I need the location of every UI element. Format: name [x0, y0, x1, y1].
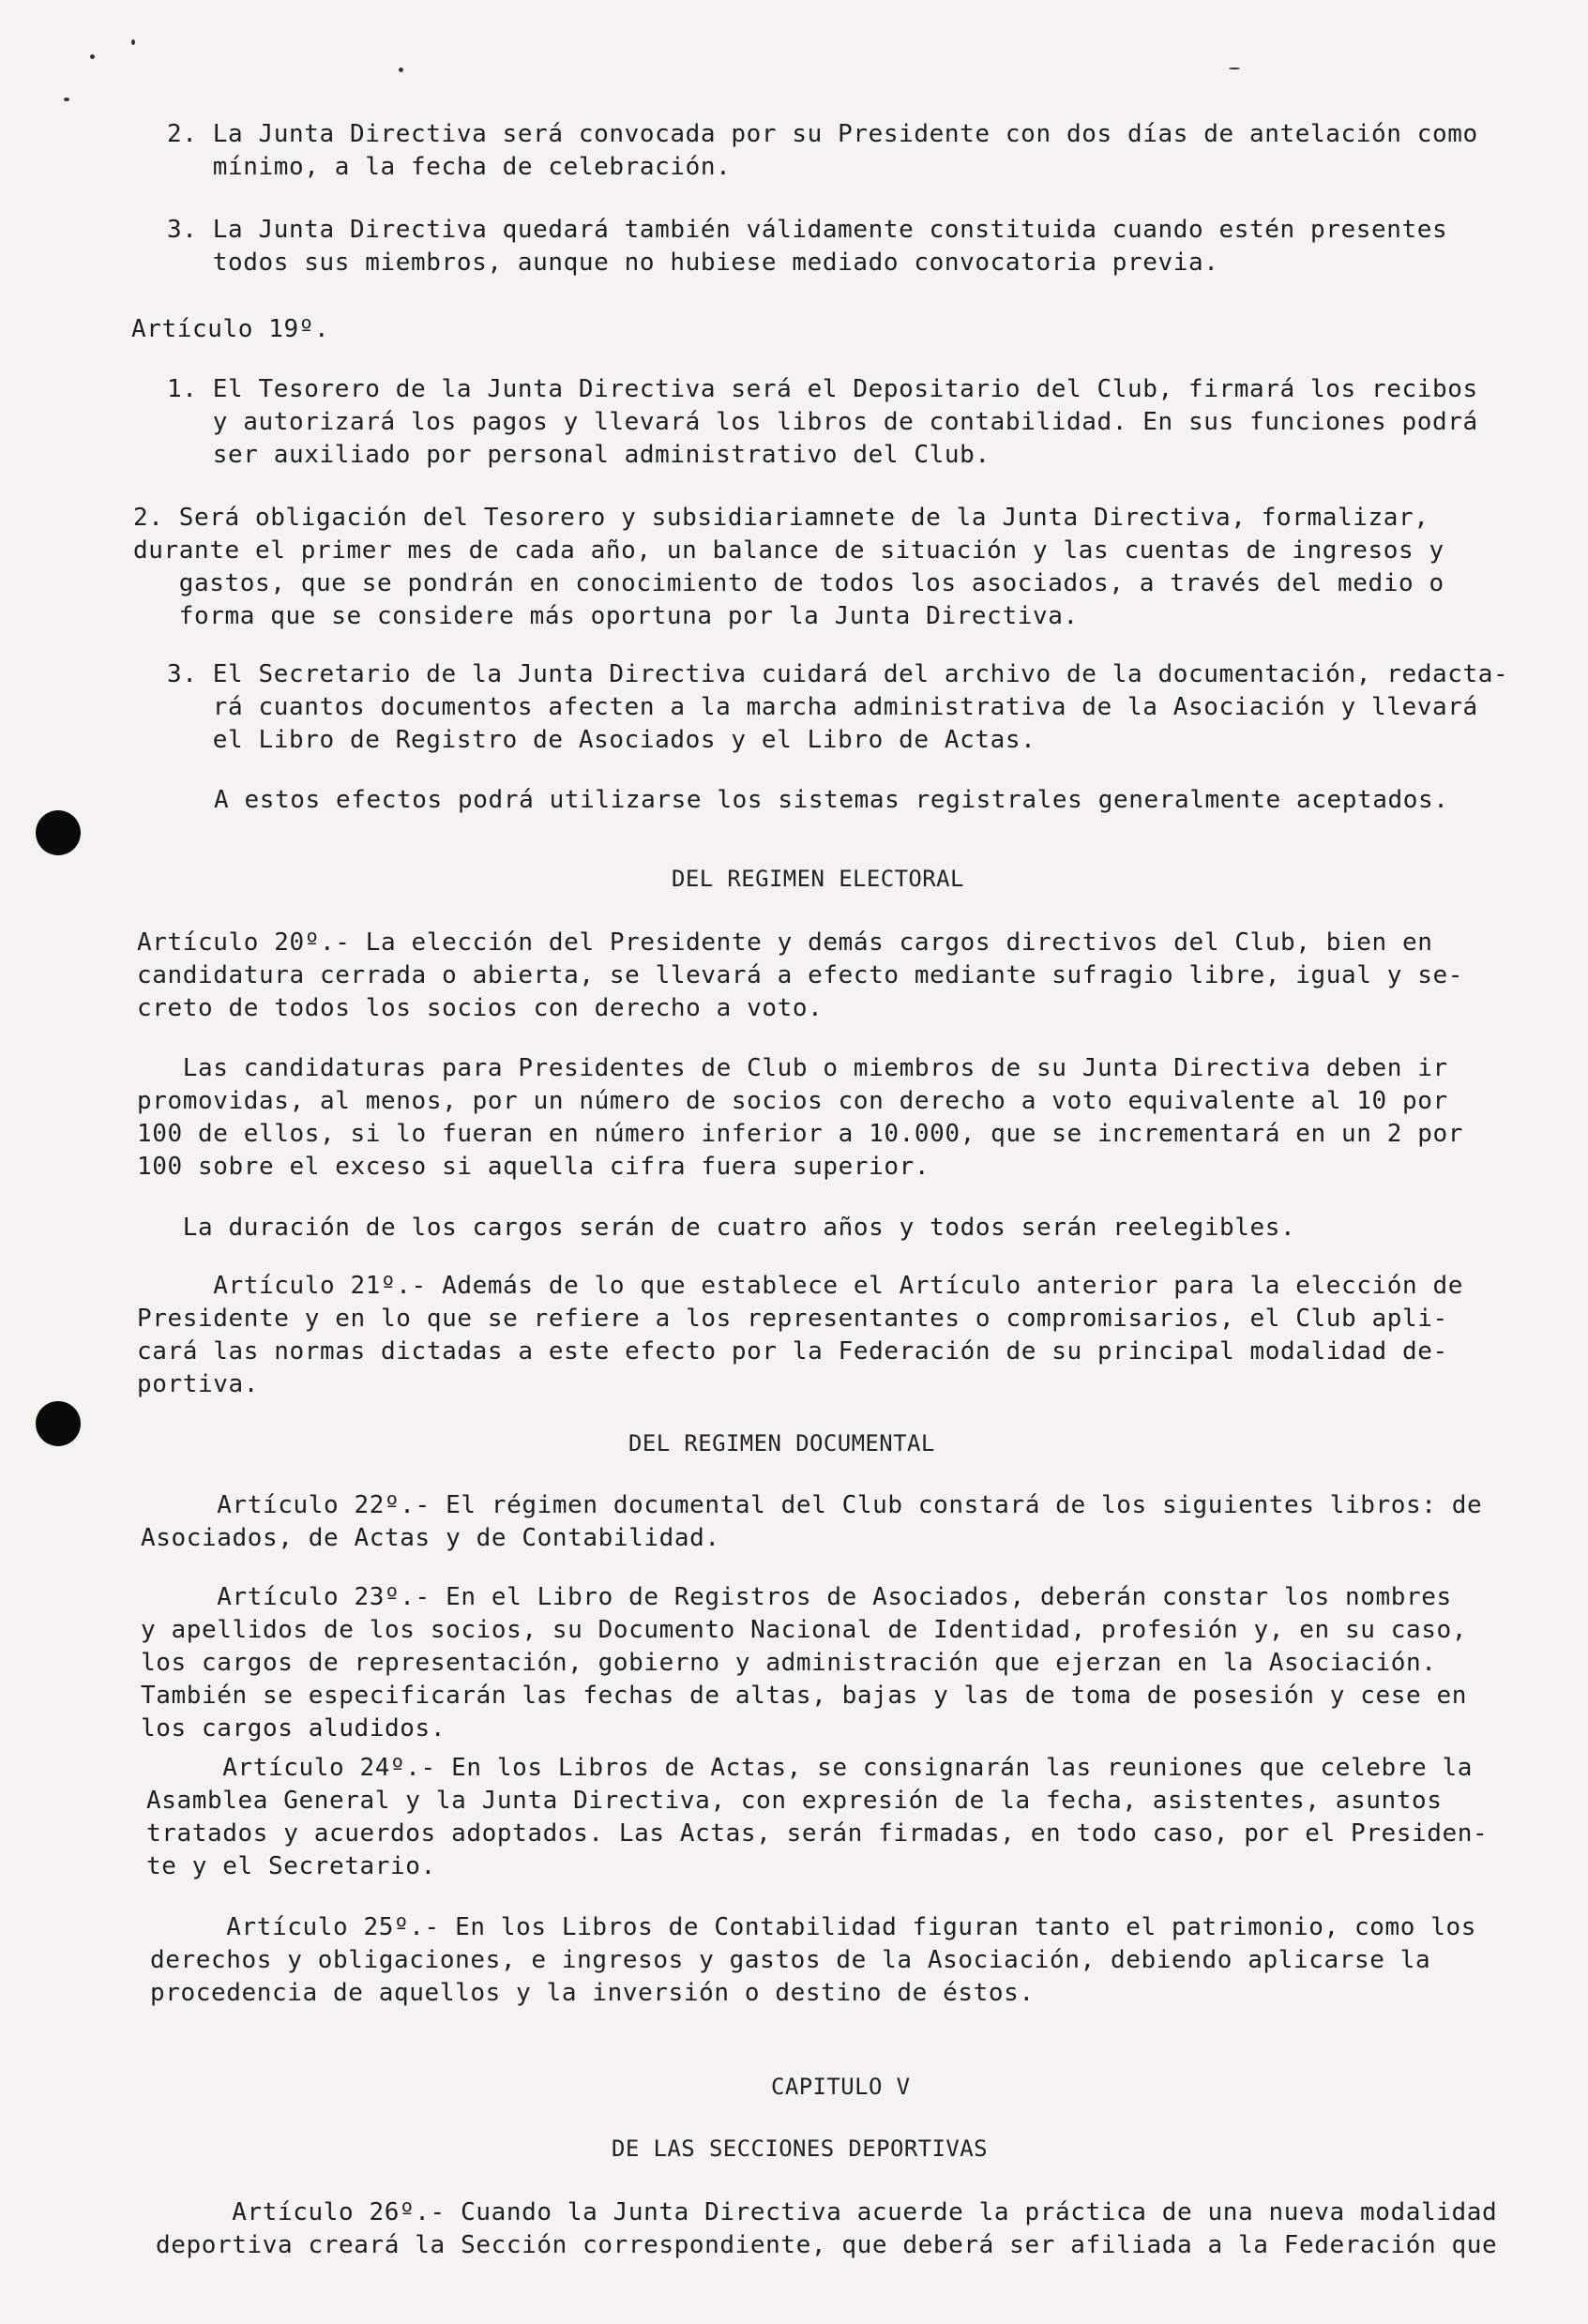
paper-speck [399, 68, 403, 72]
paper-speck [90, 54, 95, 59]
paragraph-art21: Artículo 21º.- Además de lo que establece el Artículo anterior para la elección de Presidente y en lo que se refiere a los representantes o compromisarios, el Club apli- cará las normas dictadas a este efecto por la Federación de su principal modalidad de- portiva. [137, 1272, 1464, 1398]
binder-hole-bottom [36, 1401, 81, 1446]
chapter-subtitle: DE LAS SECCIONES DEPORTIVAS [612, 2135, 988, 2162]
paragraph-art19-1: 1. El Tesorero de la Junta Directiva será el Depositario del Club, firmará los recibos y autorizará los pagos y llevará los libros de contabilidad. En sus funciones podrá ser auxiliado por personal administrativo del Club. [167, 375, 1478, 469]
section-heading-regimen-documental: DEL REGIMEN DOCUMENTAL [628, 1430, 935, 1456]
section-heading-regimen-electoral: DEL REGIMEN ELECTORAL [672, 866, 964, 892]
paragraph-art23: Artículo 23º.- En el Libro de Registros de Asociados, deberán constar los nombres y apellidos de los socios, su Documento Nacional de Identidad, profesión y, en su caso, los cargos de representación, gobierno y administración que ejerzan en la Asociación. También se especificarán las fechas de altas, bajas y las de toma de posesión y cese en los cargos aludidos. [141, 1583, 1468, 1743]
paragraph-art22: Artículo 22º.- El régimen documental del Club constará de los siguientes libros: de Asociados, de Actas y de Contabilidad. [141, 1491, 1483, 1552]
binder-hole-top [36, 810, 81, 855]
paragraph-art18-2: 2. La Junta Directiva será convocada por su Presidente con dos días de antelación como mínimo, a la fecha de celebración. [167, 120, 1478, 181]
article-19-title: Artículo 19º. [131, 315, 330, 343]
paragraph-duracion: La duración de los cargos serán de cuatro años y todos serán reelegibles. [137, 1214, 1296, 1242]
paragraph-art19-effects: A estos efectos podrá utilizarse los sistemas registrales generalmente aceptados. [214, 786, 1449, 814]
paragraph-art19-2: 2. Será obligación del Tesorero y subsidiariamnete de la Junta Directiva, formalizar, durante el primer mes de cada año, un balance de situación y las cuentas de ingresos y gastos, que se pondrán en conocimiento de todos los asociados, a través del medio o forma que se considere más oportuna por la Junta Directiva. [133, 504, 1444, 630]
paragraph-candidaturas: Las candidaturas para Presidentes de Club o miembros de su Junta Directiva deben ir promovidas, al menos, por un número de socios con derecho a voto equivalente al 10 por 100 de ellos, si lo fueran en número inferior a 10.000, que se incrementará en un 2 por 100 sobre el exceso si aquella cifra fuera superior. [137, 1054, 1464, 1181]
paper-speck [1229, 68, 1240, 69]
paragraph-art19-3: 3. El Secretario de la Junta Directiva cuidará del archivo de la documentación, redacta- rá cuantos documentos afecten a la marcha administrativa de la Asociación y llevará el Libro de Registro de Asociados y el Libro de Actas. [167, 660, 1509, 754]
paragraph-art20: Artículo 20º.- La elección del Presidente y demás cargos directivos del Club, bien en candidatura cerrada o abierta, se llevará a efecto mediante sufragio libre, igual y se- creto de todos los socios con derecho a voto. [137, 928, 1464, 1022]
paragraph-art24: Artículo 24º.- En los Libros de Actas, se consignarán las reuniones que celebre la Asamblea General y la Junta Directiva, con expresión de la fecha, asistentes, asuntos tratados y acuerdos adoptados. Las Actas, serán firmadas, en todo caso, por el Presiden- te y el Secretario. [146, 1754, 1489, 1880]
chapter-heading: CAPITULO V [771, 2074, 911, 2100]
paper-speck [131, 39, 135, 45]
paragraph-art25: Artículo 25º.- En los Libros de Contabilidad figuran tanto el patrimonio, como los derechos y obligaciones, e ingresos y gastos de la Asociación, debiendo aplicarse la procedencia de aquellos y la inversión o destino de éstos. [150, 1913, 1477, 2007]
paragraph-art26: Artículo 26º.- Cuando la Junta Directiva acuerde la práctica de una nueva modalidad deportiva creará la Sección correspondiente, que deberá ser afiliada a la Federación que [156, 2198, 1498, 2259]
paragraph-art18-3: 3. La Junta Directiva quedará también válidamente constituida cuando estén presentes todos sus miembros, aunque no hubiese mediado convocatoria previa. [167, 216, 1448, 277]
paper-speck [64, 98, 69, 101]
